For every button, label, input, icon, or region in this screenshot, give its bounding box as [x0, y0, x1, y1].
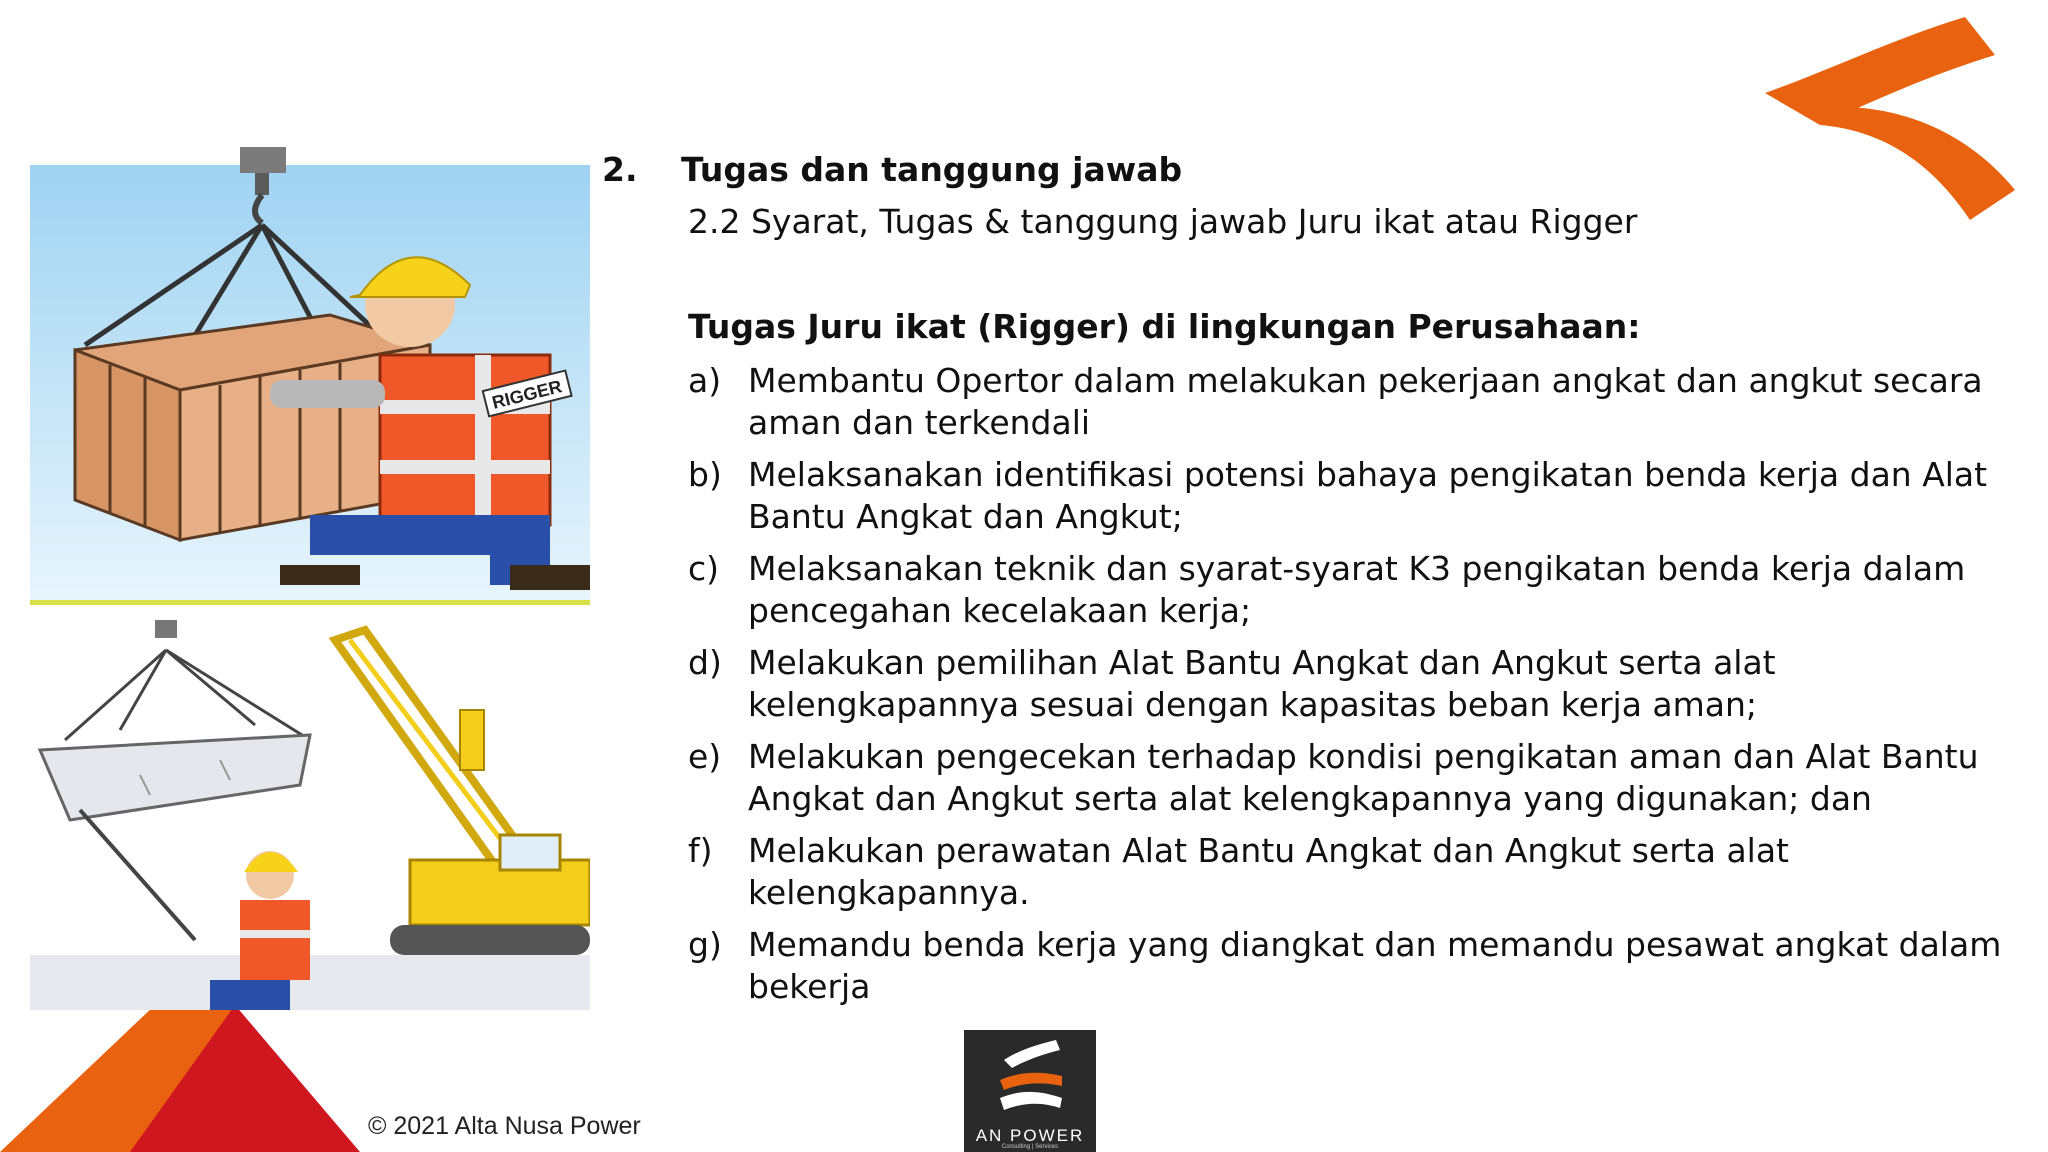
list-item-text: Melaksanakan teknik dan syarat-syarat K3 pengikatan benda kerja dalam pencegahan kecelakaan kerja;	[748, 549, 1966, 630]
list-item-letter: f)	[688, 831, 713, 870]
list-item-text: Melaksanakan identifikasi potensi bahaya pengikatan benda kerja dan Alat Bantu Angkat dan Angkut;	[748, 455, 1988, 536]
list-item-letter: b)	[688, 455, 722, 494]
list-item	[688, 642, 2028, 726]
copyright-text: © 2021 Alta Nusa Power	[368, 1112, 641, 1140]
list-item	[688, 736, 2028, 820]
list-item-text: Membantu Opertor dalam melakukan pekerjaan angkat dan angkut secara aman dan terkendali	[748, 361, 1983, 442]
vest-label: RIGGER	[490, 376, 564, 413]
list-item	[688, 830, 2028, 914]
section-title: Tugas dan tanggung jawab	[681, 150, 1183, 189]
list-item-letter: d)	[688, 643, 722, 682]
anpower-logo	[964, 1030, 1096, 1152]
list-item	[688, 360, 2028, 444]
section-number: 2.	[602, 150, 638, 189]
rigger-crate-illustration	[30, 145, 590, 605]
list-item-text: Melakukan pemilihan Alat Bantu Angkat dan Angkut serta alat kelengkapannya sesuai dengan kapasitas beban kerja aman;	[748, 643, 1776, 724]
list-item	[688, 454, 2028, 538]
logo-name: AN POWER	[975, 1126, 1085, 1145]
list-heading: Tugas Juru ikat (Rigger) di lingkungan Perusahaan:	[688, 307, 1641, 346]
list-item-text: Melakukan perawatan Alat Bantu Angkat dan Angkut serta alat kelengkapannya.	[748, 831, 1789, 912]
brand-logo-icon	[1760, 15, 2048, 235]
duty-list	[688, 360, 2028, 1018]
subsection-title: 2.2 Syarat, Tugas & tanggung jawab Juru ikat atau Rigger	[688, 202, 1638, 241]
anpower-mark-icon	[964, 1030, 1096, 1125]
list-item-letter: a)	[688, 361, 722, 400]
list-item	[688, 548, 2028, 632]
logo-tagline: Consulting | Services	[1001, 1144, 1059, 1150]
corner-decoration	[0, 1005, 360, 1152]
list-item-letter: g)	[688, 925, 722, 964]
list-item-letter: e)	[688, 737, 722, 776]
list-item-letter: c)	[688, 549, 720, 588]
crane-guiding-illustration	[30, 610, 590, 1010]
list-item	[688, 924, 2028, 1008]
list-item-text: Memandu benda kerja yang diangkat dan memandu pesawat angkat dalam bekerja	[748, 925, 2002, 1006]
list-item-text: Melakukan pengecekan terhadap kondisi pengikatan aman dan Alat Bantu Angkat dan Angkut serta alat kelengkapannya yang digunakan; dan	[748, 737, 1979, 818]
